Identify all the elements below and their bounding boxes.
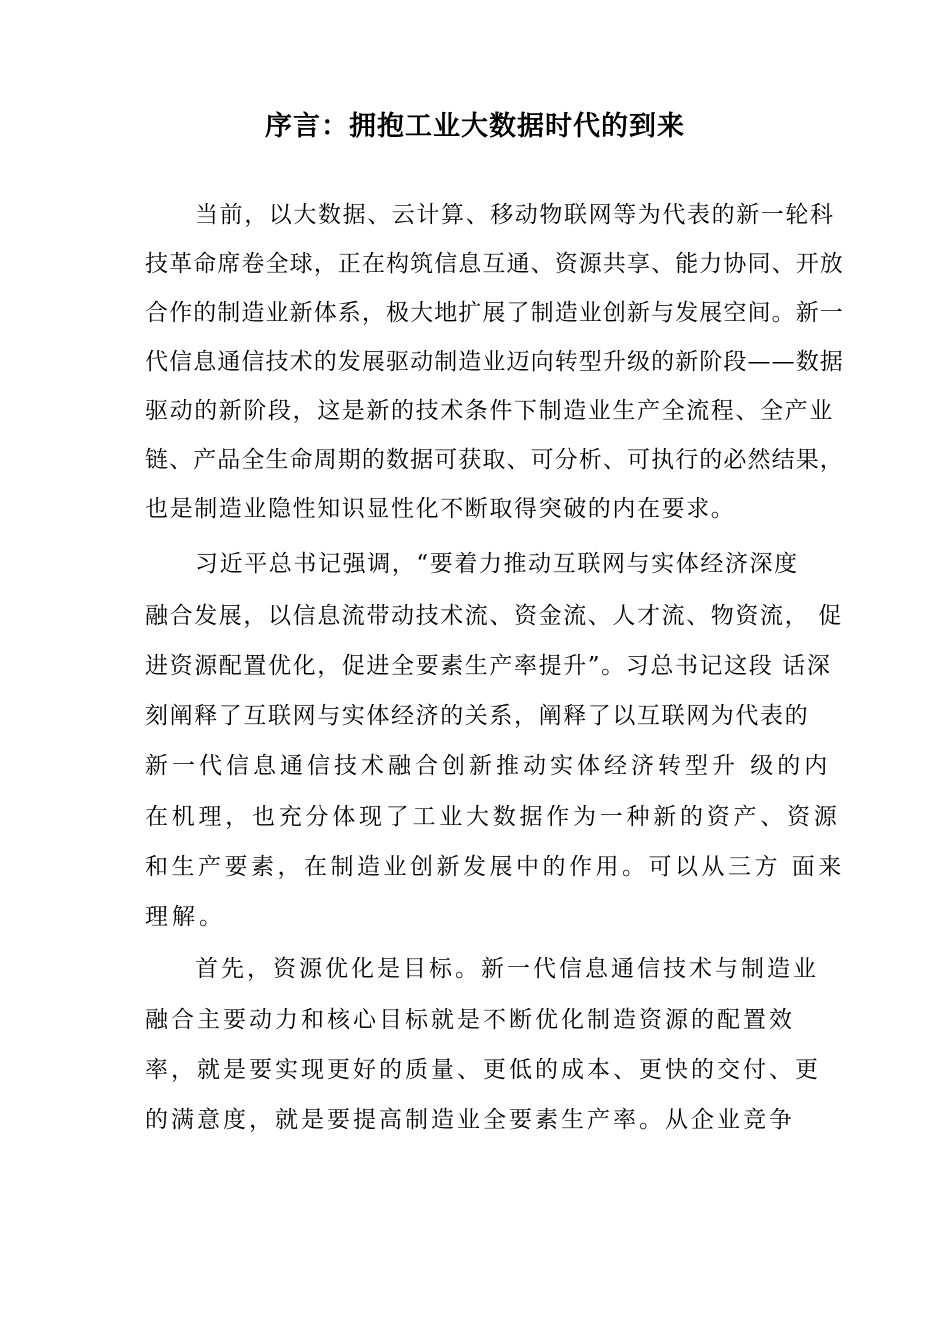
paragraph-1-line-3: 合作的制造业新体系，极大地扩展了制造业创新与发展空间。新一	[145, 300, 844, 326]
paragraph-2-line-1: 习近平总书记强调，“要着力推动互联网与实体经济深度	[195, 551, 799, 577]
paragraph-2-line-6: 在机理，也充分体现了工业大数据作为一种新的资产、资源	[145, 804, 841, 830]
paragraph-3-line-4: 的满意度，就是要提高制造业全要素生产率。从企业竞争	[145, 1107, 795, 1133]
paragraph-1-line-1: 当前，以大数据、云计算、移动物联网等为代表的新一轮科	[195, 202, 835, 228]
paragraph-2-line-8: 理解。	[145, 904, 226, 930]
paragraph-2-line-4: 刻阐释了互联网与实体经济的关系，阐释了以互联网为代表的	[145, 703, 810, 729]
paragraph-3-line-1: 首先，资源优化是目标。新一代信息通信技术与制造业	[195, 956, 819, 982]
paragraph-3-line-3: 率，就是要实现更好的质量、更低的成本、更快的交付、更	[145, 1057, 821, 1083]
document-title: 序言：拥抱工业大数据时代的到来	[265, 111, 685, 142]
paragraph-1-line-4: 代信息通信技术的发展驱动制造业迈向转型升级的新阶段——数据	[145, 349, 844, 375]
paragraph-2-line-5: 新一代信息通信技术融合创新推动实体经济转型升 级的内	[145, 753, 832, 779]
paragraph-2-line-2: 融合发展，以信息流带动技术流、资金流、人才流、物资流， 促	[145, 603, 843, 629]
paragraph-1-line-2: 技革命席卷全球，正在构筑信息互通、资源共享、能力协同、开放	[145, 251, 844, 277]
paragraph-3-line-2: 融合主要动力和核心目标就是不断优化制造资源的配置效	[145, 1007, 795, 1033]
paragraph-1-line-6: 链、产品全生命周期的数据可获取、可分析、可执行的必然结果，	[145, 447, 844, 473]
paragraph-2-line-3: 进资源配置优化，促进全要素生产率提升”。习总书记这段 话深	[145, 653, 832, 679]
paragraph-1-line-7: 也是制造业隐性知识显性化不断取得突破的内在要求。	[145, 496, 736, 522]
paragraph-2-line-7: 和生产要素，在制造业创新发展中的作用。可以从三方 面来	[145, 854, 845, 880]
paragraph-1-line-5: 驱动的新阶段，这是新的技术条件下制造业生产全流程、全产业	[145, 398, 834, 424]
